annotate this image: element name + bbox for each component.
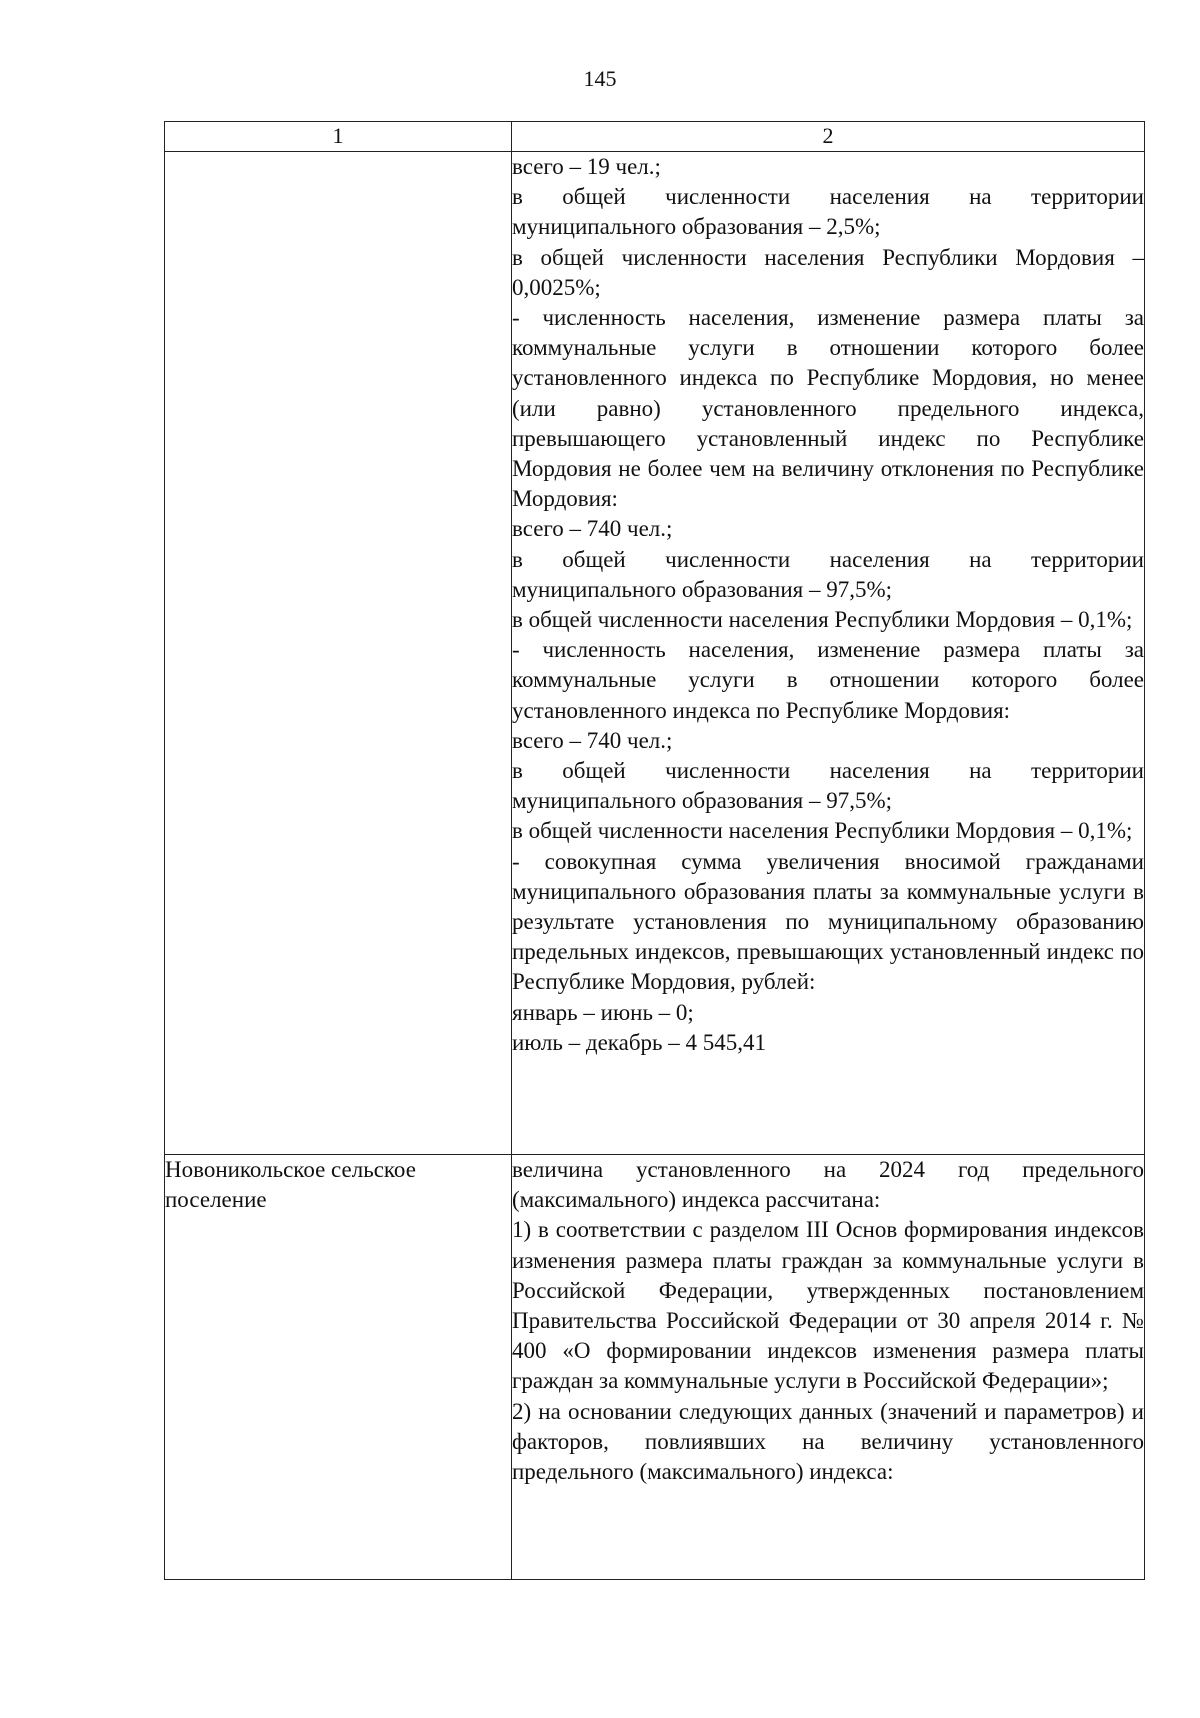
row-1-description-cell — [512, 152, 1145, 1155]
paragraph: всего – 740 чел.; — [512, 727, 673, 753]
paragraph: - численность населения, изменение размера платы за коммунальные услуги в отношении которого более установленного индекса по Республике Мордовия, но менее (или равно) установленного предельного индекса, превышающего установленный индекс по Республике Мордовия не более чем на величину отклонения по Республике Мордовия: — [512, 305, 1144, 512]
paragraph: в общей численности населения на территории муниципального образования – 97,5%; — [512, 546, 1144, 602]
paragraph: - численность населения, изменение размера платы за коммунальные услуги в отношении которого более установленного индекса по Республике Мордовия: — [512, 637, 1144, 723]
paragraph: июль – декабрь – 4 545,41 — [512, 1029, 767, 1055]
paragraph: всего – 19 чел.; — [512, 154, 661, 179]
paragraph: - совокупная сумма увеличения вносимой гражданами муниципального образования платы за коммунальные услуги в результате установления по муниципальному образованию предельных индексов, превышающих установленный индекс по Республике Мордовия, рублей: — [512, 848, 1144, 995]
paragraph: 1) в соответствии с разделом III Основ формирования индексов изменения размера платы граждан за коммунальные услуги в Российской Федерации, утвержденных постановлением Правительства Российской Федерации от 30 апреля 2014 г. № 400 «О формировании индексов изменения размера платы граждан за коммунальные услуги в Российской Федерации»; — [512, 1217, 1144, 1394]
row-2-description-cell — [512, 1155, 1145, 1580]
paragraph: январь – июнь – 0; — [512, 999, 694, 1025]
row-1-municipality-cell — [165, 152, 512, 1155]
column-header-2: 2 — [512, 122, 1145, 152]
table-row — [165, 1155, 1145, 1580]
table-header-row — [165, 122, 1145, 152]
paragraph: в общей численности населения на территории муниципального образования – 2,5%; — [512, 184, 1144, 240]
paragraph: в общей численности населения на территории муниципального образования – 97,5%; — [512, 758, 1144, 814]
paragraph: 2) на основании следующих данных (значений и параметров) и факторов, повлиявших на величину установленного предельного (максимального) индекса: — [512, 1398, 1144, 1485]
page-number: 145 — [583, 66, 617, 91]
paragraph: в общей численности населения Республики Мордовия – 0,1%; — [512, 607, 1133, 633]
paragraph: величина установленного на 2024 год предельного (максимального) индекса рассчитана: — [512, 1157, 1144, 1213]
table-row — [165, 152, 1145, 1155]
column-header-1: 1 — [165, 122, 512, 152]
row-2-municipality-cell: Новоникольское сельское поселение — [165, 1155, 512, 1580]
paragraph: в общей численности населения Республики Мордовия – 0,0025%; — [512, 244, 1144, 300]
paragraph: всего – 740 чел.; — [512, 516, 673, 542]
data-table — [164, 121, 1145, 1580]
paragraph: в общей численности населения Республики Мордовия – 0,1%; — [512, 818, 1133, 844]
